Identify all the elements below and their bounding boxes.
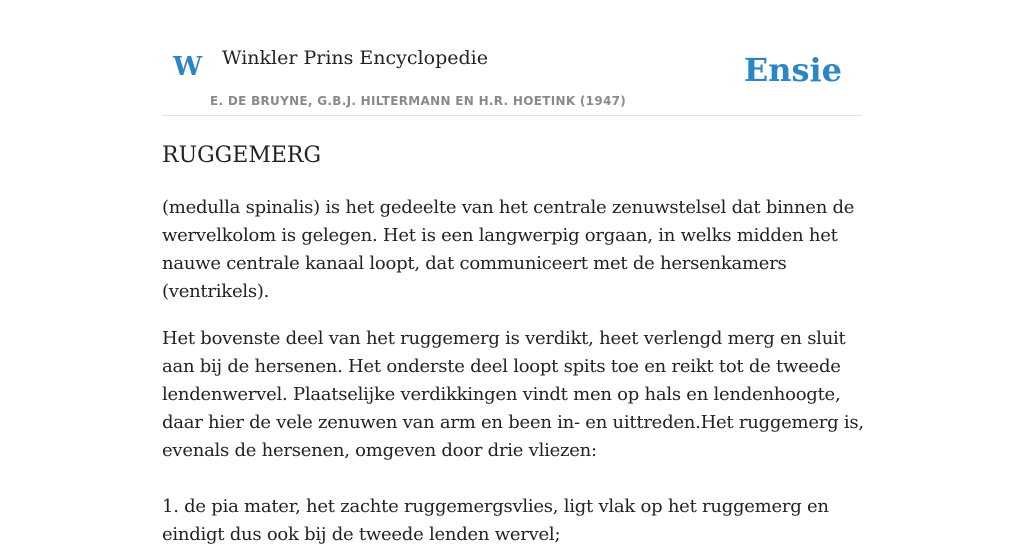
article-paragraph-2: Het bovenste deel van het ruggemerg is verdikt, heet verlengd merg en sluit aan bij de hersenen. Het onderste deel loopt spits toe en reikt tot de tweede lendenwervel. Plaatselijke verdikkingen vindt men op hals en lendenhoogte, daar hier de vele zenuwen van arm en been in- en uittreden.Het ruggemerg is, evenals de hersenen, omgeven door drie vliezen: [162, 328, 864, 461]
article-list-item-1: 1. de pia mater, het zachte ruggemergsvlies, ligt vlak op het ruggemerg en eindigt dus ook bij de tweede lenden wervel; [162, 496, 829, 545]
winkler-prins-logo-icon[interactable]: W [173, 52, 203, 82]
source-authors: E. DE BRUYNE, G.B.J. HILTERMANN EN H.R. HOETINK (1947) [210, 94, 627, 108]
source-header [162, 0, 862, 116]
article-paragraph-1: (medulla spinalis) is het gedeelte van het centrale zenuwstelsel dat binnen de wervelkolom is gelegen. Het is een langwerpig orgaan, in welks midden het nauwe centrale kanaal loopt, dat communiceert met de hersenkamers (ventrikels). [162, 197, 855, 302]
ensie-brand-logo[interactable]: Ensie [743, 51, 842, 89]
article-title: RUGGEMERG [162, 143, 322, 168]
source-title[interactable]: Winkler Prins Encyclopedie [222, 47, 488, 69]
article-container [162, 0, 862, 549]
